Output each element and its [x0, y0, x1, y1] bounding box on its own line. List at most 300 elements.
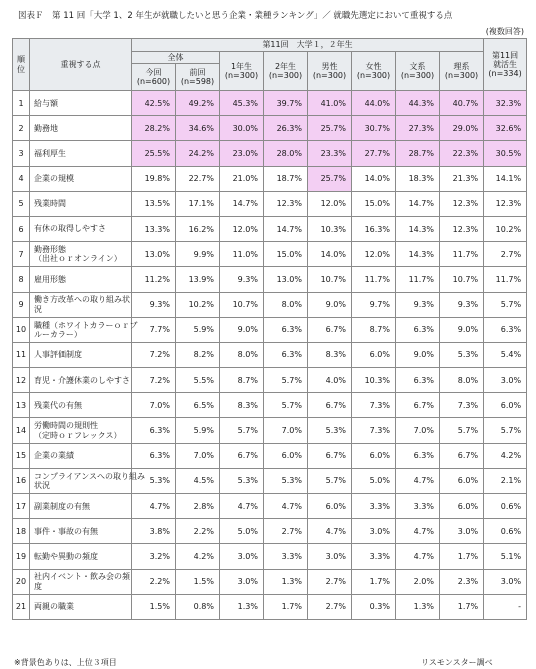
col-label: 理系 [453, 61, 470, 71]
table-row [13, 544, 527, 569]
value-cell: 11.7% [440, 242, 484, 267]
value-cell: 2.2% [176, 519, 220, 544]
item-label-line: （出社ｏｒオンライン） [34, 254, 122, 264]
value-cell: 10.7% [308, 267, 352, 292]
value-cell: 28.2% [132, 116, 176, 141]
item-label-line: 勤務形態 [34, 245, 66, 255]
value-cell: 0.3% [352, 594, 396, 619]
value-cell: 10.3% [308, 216, 352, 241]
item-cell [30, 569, 132, 594]
value-cell: 8.3% [308, 342, 352, 367]
value-cell: 9.0% [440, 317, 484, 342]
value-cell: 19.8% [132, 166, 176, 191]
item-label-line: 有休の取得しやすさ [34, 224, 106, 234]
item-label-line: 人事評価制度 [34, 350, 82, 360]
value-cell: 7.0% [176, 443, 220, 468]
rank-cell: 16 [13, 468, 30, 493]
col-n: (n=300) [312, 71, 347, 80]
value-cell: 2.8% [176, 494, 220, 519]
value-cell: 23.0% [220, 141, 264, 166]
value-cell: 7.3% [352, 418, 396, 443]
value-cell: 10.2% [176, 292, 220, 317]
value-cell: 5.7% [264, 393, 308, 418]
value-cell: 6.0% [440, 468, 484, 493]
value-cell: 6.3% [132, 443, 176, 468]
value-cell: 8.7% [220, 368, 264, 393]
table-row [13, 242, 527, 267]
col-n: (n=300) [224, 71, 259, 80]
value-cell: 4.2% [484, 443, 527, 468]
value-cell: 18.3% [396, 166, 440, 191]
value-cell: 12.0% [352, 242, 396, 267]
value-cell: 12.0% [220, 216, 264, 241]
value-cell: 25.5% [132, 141, 176, 166]
table-row [13, 141, 527, 166]
item-label-line: ルーカラー） [34, 329, 82, 339]
value-cell: 3.3% [352, 544, 396, 569]
value-cell: 7.0% [396, 418, 440, 443]
value-cell: 9.3% [132, 292, 176, 317]
value-cell: 41.0% [308, 91, 352, 116]
value-cell: 0.6% [484, 519, 527, 544]
value-cell: 2.7% [484, 242, 527, 267]
col-label: 今回 [145, 67, 162, 77]
value-cell: 11.7% [396, 267, 440, 292]
value-cell: 10.3% [352, 368, 396, 393]
value-cell: 6.0% [264, 443, 308, 468]
value-cell: 6.3% [396, 317, 440, 342]
rank-cell: 9 [13, 292, 30, 317]
item-label-line: コンプライアンスへの取り組み [34, 471, 145, 481]
value-cell: 5.7% [440, 418, 484, 443]
table-row [13, 418, 527, 443]
header-last-label2: 就活生 [493, 59, 518, 69]
col-n: (n=300) [400, 71, 435, 80]
item-cell [30, 544, 132, 569]
value-cell: 2.0% [396, 569, 440, 594]
item-label-line: 転勤や異動の頻度 [34, 551, 98, 561]
value-cell: 6.3% [132, 418, 176, 443]
table-row [13, 91, 527, 116]
header-last-n: (n=334) [488, 69, 522, 79]
value-cell: 29.0% [440, 116, 484, 141]
value-cell: 27.3% [396, 116, 440, 141]
header-col-4 [264, 52, 308, 91]
value-cell: 17.1% [176, 191, 220, 216]
value-cell: 25.7% [308, 116, 352, 141]
value-cell: 2.3% [440, 569, 484, 594]
header-col-8 [440, 52, 484, 91]
value-cell: 11.2% [132, 267, 176, 292]
value-cell: 0.8% [176, 594, 220, 619]
value-cell: 4.7% [396, 544, 440, 569]
header-last-label1: 第11回 [491, 50, 519, 60]
value-cell: 12.3% [484, 191, 527, 216]
item-label-line: 副業制度の有無 [34, 501, 90, 511]
value-cell: 9.7% [352, 292, 396, 317]
item-label-line: 残業時間 [34, 199, 66, 209]
value-cell: 32.6% [484, 116, 527, 141]
value-cell: 13.0% [264, 267, 308, 292]
value-cell: 22.3% [440, 141, 484, 166]
item-label-line: 福利厚生 [34, 148, 66, 158]
value-cell: 22.7% [176, 166, 220, 191]
item-label-line: 況 [34, 304, 42, 314]
value-cell: 5.3% [220, 468, 264, 493]
value-cell: 10.7% [440, 267, 484, 292]
value-cell: 5.7% [308, 468, 352, 493]
item-cell [30, 216, 132, 241]
header-group-total: 全体 [132, 52, 220, 64]
item-cell [30, 443, 132, 468]
value-cell: 7.3% [440, 393, 484, 418]
item-label-line: 企業の業績 [34, 451, 74, 461]
value-cell: 6.0% [440, 494, 484, 519]
rank-cell: 6 [13, 216, 30, 241]
value-cell: 4.7% [132, 494, 176, 519]
rank-cell: 21 [13, 594, 30, 619]
value-cell: 6.3% [396, 443, 440, 468]
value-cell: 5.7% [220, 418, 264, 443]
value-cell: 23.3% [308, 141, 352, 166]
value-cell: 21.0% [220, 166, 264, 191]
item-label-line: 事件・事故の有無 [34, 526, 98, 536]
item-cell [30, 368, 132, 393]
table-row [13, 594, 527, 619]
value-cell: 14.7% [220, 191, 264, 216]
value-cell: 10.2% [484, 216, 527, 241]
table-row [13, 166, 527, 191]
table-row [13, 267, 527, 292]
value-cell: 1.3% [220, 594, 264, 619]
value-cell: 5.3% [264, 468, 308, 493]
value-cell: 5.7% [484, 292, 527, 317]
value-cell: 6.7% [308, 443, 352, 468]
value-cell: 40.7% [440, 91, 484, 116]
value-cell: 2.2% [132, 569, 176, 594]
rank-cell: 14 [13, 418, 30, 443]
value-cell: 30.5% [484, 141, 527, 166]
col-label: 男性 [321, 61, 338, 71]
ranking-table [12, 38, 527, 620]
value-cell: 18.7% [264, 166, 308, 191]
value-cell: 4.7% [396, 519, 440, 544]
value-cell: 7.2% [132, 342, 176, 367]
value-cell: 3.0% [484, 368, 527, 393]
value-cell: 14.3% [396, 242, 440, 267]
item-cell [30, 242, 132, 267]
value-cell: 5.9% [176, 317, 220, 342]
item-cell [30, 418, 132, 443]
header-col-3 [220, 52, 264, 91]
value-cell: 3.2% [132, 544, 176, 569]
value-cell: 10.7% [220, 292, 264, 317]
item-cell [30, 191, 132, 216]
item-label-line: 残業代の有無 [34, 400, 82, 410]
value-cell: 14.7% [264, 216, 308, 241]
table-row [13, 494, 527, 519]
table-row [13, 569, 527, 594]
value-cell: 1.3% [264, 569, 308, 594]
table-body [13, 91, 527, 620]
value-cell: 5.1% [484, 544, 527, 569]
value-cell: 49.2% [176, 91, 220, 116]
table-row [13, 519, 527, 544]
value-cell: 34.6% [176, 116, 220, 141]
col-label: 文系 [409, 61, 426, 71]
item-label-line: 職種（ホワイトカラーｏｒブ [34, 320, 138, 330]
value-cell: 4.7% [264, 494, 308, 519]
value-cell: 6.0% [308, 494, 352, 519]
value-cell: 44.0% [352, 91, 396, 116]
value-cell: 3.3% [264, 544, 308, 569]
value-cell: 30.0% [220, 116, 264, 141]
col-label: 前回 [189, 67, 206, 77]
header-col-7 [396, 52, 440, 91]
value-cell: 16.3% [352, 216, 396, 241]
value-cell: 1.3% [396, 594, 440, 619]
value-cell: 14.7% [396, 191, 440, 216]
value-cell: 32.3% [484, 91, 527, 116]
rank-cell: 18 [13, 519, 30, 544]
value-cell: 4.5% [176, 468, 220, 493]
value-cell: 39.7% [264, 91, 308, 116]
value-cell: 5.4% [484, 342, 527, 367]
value-cell: 9.9% [176, 242, 220, 267]
value-cell: 1.5% [132, 594, 176, 619]
figure-title: 図表Ｆ 第 11 回「大学 1、2 年生が就職したいと思う企業・業種ランキング」／ 就職先選定において重視する点 [18, 11, 453, 21]
item-label-line: 給与額 [34, 98, 58, 108]
value-cell: 3.8% [132, 519, 176, 544]
header-rank: 順位 [13, 39, 30, 91]
value-cell: 2.7% [308, 594, 352, 619]
table-row [13, 116, 527, 141]
value-cell: 13.0% [132, 242, 176, 267]
header-group-main: 第11回 大学１，２年生 [132, 39, 484, 52]
value-cell: 8.0% [440, 368, 484, 393]
value-cell: 12.3% [440, 216, 484, 241]
item-cell [30, 141, 132, 166]
value-cell: 8.2% [176, 342, 220, 367]
value-cell: 5.5% [176, 368, 220, 393]
value-cell: 3.0% [308, 544, 352, 569]
item-label-line: 社内イベント・飲み会の頻 [34, 572, 130, 582]
item-cell [30, 393, 132, 418]
value-cell: 7.3% [352, 393, 396, 418]
value-cell: 3.3% [352, 494, 396, 519]
value-cell: 28.7% [396, 141, 440, 166]
value-cell: 7.2% [132, 368, 176, 393]
rank-cell: 11 [13, 342, 30, 367]
item-label-line: 育児・介護休業のしやすさ [34, 375, 130, 385]
value-cell: 15.0% [352, 191, 396, 216]
rank-cell: 1 [13, 91, 30, 116]
value-cell: 1.7% [440, 594, 484, 619]
value-cell: 6.3% [264, 317, 308, 342]
item-label-line: 働き方改革への取り組み状 [34, 295, 130, 305]
value-cell: 9.0% [308, 292, 352, 317]
header-col-6 [352, 52, 396, 91]
value-cell: 7.0% [132, 393, 176, 418]
value-cell: 0.6% [484, 494, 527, 519]
value-cell: 14.0% [352, 166, 396, 191]
value-cell: 3.0% [440, 519, 484, 544]
rank-cell: 13 [13, 393, 30, 418]
value-cell: - [484, 594, 527, 619]
value-cell: 12.3% [264, 191, 308, 216]
item-cell [30, 342, 132, 367]
value-cell: 2.1% [484, 468, 527, 493]
value-cell: 6.7% [308, 317, 352, 342]
value-cell: 4.7% [396, 468, 440, 493]
value-cell: 5.0% [352, 468, 396, 493]
col-n: (n=300) [268, 71, 303, 80]
value-cell: 5.3% [132, 468, 176, 493]
value-cell: 4.0% [308, 368, 352, 393]
value-cell: 11.7% [352, 267, 396, 292]
value-cell: 13.9% [176, 267, 220, 292]
value-cell: 42.5% [132, 91, 176, 116]
value-cell: 2.7% [264, 519, 308, 544]
header-last-col [484, 39, 527, 91]
value-cell: 27.7% [352, 141, 396, 166]
value-cell: 4.2% [176, 544, 220, 569]
value-cell: 6.3% [396, 368, 440, 393]
rank-cell: 4 [13, 166, 30, 191]
item-cell [30, 166, 132, 191]
header-col-5 [308, 52, 352, 91]
source-credit: リスモンスター調べ [421, 658, 493, 667]
value-cell: 30.7% [352, 116, 396, 141]
value-cell: 5.0% [220, 519, 264, 544]
item-cell [30, 594, 132, 619]
value-cell: 3.0% [352, 519, 396, 544]
col-n: (n=600) [136, 77, 171, 86]
value-cell: 11.7% [484, 267, 527, 292]
value-cell: 9.3% [440, 292, 484, 317]
item-cell [30, 468, 145, 493]
value-cell: 6.0% [352, 443, 396, 468]
value-cell: 3.0% [220, 544, 264, 569]
value-cell: 44.3% [396, 91, 440, 116]
value-cell: 1.7% [352, 569, 396, 594]
value-cell: 9.3% [220, 267, 264, 292]
multiple-answer-note: (複数回答) [485, 27, 524, 36]
value-cell: 4.7% [308, 519, 352, 544]
value-cell: 6.5% [176, 393, 220, 418]
item-label-line: 雇用形態 [34, 274, 66, 284]
value-cell: 8.7% [352, 317, 396, 342]
col-label: 1年生 [230, 61, 253, 71]
rank-cell: 2 [13, 116, 30, 141]
value-cell: 8.0% [264, 292, 308, 317]
value-cell: 6.3% [264, 342, 308, 367]
value-cell: 12.0% [308, 191, 352, 216]
item-cell [30, 267, 132, 292]
col-label: 2年生 [274, 61, 297, 71]
table-row [13, 317, 527, 342]
item-cell [30, 494, 132, 519]
item-label-line: 労働時間の規則性 [34, 421, 98, 431]
table-row [13, 191, 527, 216]
value-cell: 1.5% [176, 569, 220, 594]
rank-cell: 15 [13, 443, 30, 468]
col-n: (n=598) [180, 77, 215, 86]
value-cell: 2.7% [308, 569, 352, 594]
rank-cell: 12 [13, 368, 30, 393]
header-col-1 [132, 64, 176, 91]
item-cell [30, 91, 132, 116]
value-cell: 1.7% [264, 594, 308, 619]
value-cell: 14.0% [308, 242, 352, 267]
value-cell: 12.3% [440, 191, 484, 216]
value-cell: 7.0% [264, 418, 308, 443]
table-row [13, 292, 527, 317]
rank-cell: 10 [13, 317, 30, 342]
value-cell: 9.0% [396, 342, 440, 367]
value-cell: 6.7% [220, 443, 264, 468]
value-cell: 6.0% [352, 342, 396, 367]
item-label-line: 状況 [34, 480, 50, 490]
value-cell: 26.3% [264, 116, 308, 141]
value-cell: 9.3% [396, 292, 440, 317]
value-cell: 13.3% [132, 216, 176, 241]
value-cell: 6.7% [308, 393, 352, 418]
value-cell: 6.0% [484, 393, 527, 418]
value-cell: 6.3% [484, 317, 527, 342]
table-row [13, 393, 527, 418]
value-cell: 6.7% [440, 443, 484, 468]
value-cell: 14.1% [484, 166, 527, 191]
rank-cell: 19 [13, 544, 30, 569]
value-cell: 28.0% [264, 141, 308, 166]
value-cell: 5.3% [308, 418, 352, 443]
rank-cell: 20 [13, 569, 30, 594]
table-row [13, 443, 527, 468]
rank-cell: 17 [13, 494, 30, 519]
value-cell: 9.0% [220, 317, 264, 342]
rank-cell: 3 [13, 141, 30, 166]
value-cell: 1.7% [440, 544, 484, 569]
col-n: (n=300) [356, 71, 391, 80]
value-cell: 21.3% [440, 166, 484, 191]
value-cell: 11.0% [220, 242, 264, 267]
col-n: (n=300) [444, 71, 479, 80]
value-cell: 5.3% [440, 342, 484, 367]
item-cell [30, 116, 132, 141]
value-cell: 6.7% [396, 393, 440, 418]
item-cell [30, 317, 138, 342]
item-label-line: （定時ｏｒフレックス） [34, 430, 122, 440]
value-cell: 13.5% [132, 191, 176, 216]
header-col-2 [176, 64, 220, 91]
value-cell: 3.0% [220, 569, 264, 594]
rank-cell: 7 [13, 242, 30, 267]
value-cell: 5.7% [484, 418, 527, 443]
item-label-line: 両親の職業 [34, 602, 74, 612]
rank-cell: 8 [13, 267, 30, 292]
value-cell: 5.7% [264, 368, 308, 393]
value-cell: 24.2% [176, 141, 220, 166]
item-cell [30, 519, 132, 544]
value-cell: 15.0% [264, 242, 308, 267]
value-cell: 3.0% [484, 569, 527, 594]
value-cell: 45.3% [220, 91, 264, 116]
value-cell: 25.7% [308, 166, 352, 191]
value-cell: 16.2% [176, 216, 220, 241]
table-row [13, 216, 527, 241]
value-cell: 14.3% [396, 216, 440, 241]
